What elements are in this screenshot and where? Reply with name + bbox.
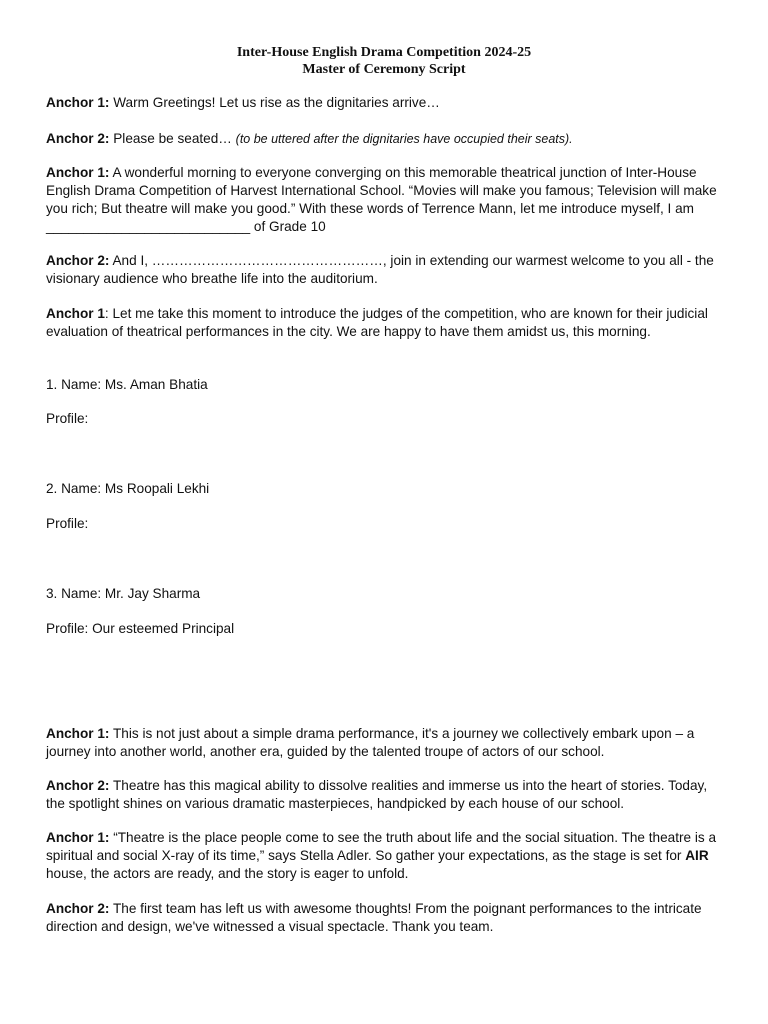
paragraph-anchor1-adler: Anchor 1: “Theatre is the place people come to see the truth about life and the social situation. The theatre is a spiritual and social X-ray of its time,” says Stella Adler. So gather your expectations, as the stage is set for AIR house, the actors are ready, and the story is eager to unfold.: [46, 830, 717, 881]
judge-3-profile: Profile: Our esteemed Principal: [46, 621, 235, 636]
speaker-label: Anchor 2:: [46, 253, 110, 268]
judge-1-name: 1. Name: Ms. Aman Bhatia: [46, 377, 208, 392]
stage-direction: (to be uttered after the dignitaries have occupied their seats).: [235, 132, 573, 146]
speaker-label: Anchor 2:: [46, 778, 110, 793]
judge-2-profile: Profile:: [46, 516, 89, 531]
title-line-1: Inter-House English Drama Competition 2024-25: [236, 45, 532, 60]
speaker-label: Anchor 1:: [46, 726, 110, 741]
document-title: [0, 44, 768, 78]
paragraph-anchor2-theatre: Anchor 2: Theatre has this magical ability to dissolve realities and immerse us into the heart of stories. Today, the spotlight shines on various dramatic masterpieces, handpicked by each house of our school.: [46, 778, 708, 811]
house-name: AIR: [685, 848, 709, 863]
speaker-label: Anchor 1: [46, 306, 105, 321]
title-line-2: Master of Ceremony Script: [302, 62, 466, 77]
speaker-label: Anchor 2:: [46, 131, 110, 146]
speaker-label: Anchor 2:: [46, 901, 110, 916]
speaker-label: Anchor 1:: [46, 95, 110, 110]
paragraph-anchor2-welcome: Anchor 2: And I, ……………………………………………, join in extending our warmest welcome to you all - the visionary audience who breathe life into the auditorium.: [46, 253, 714, 286]
judge-3-name: 3. Name: Mr. Jay Sharma: [46, 586, 201, 601]
paragraph-anchor2-seated: Anchor 2: Please be seated… (to be uttered after the dignitaries have occupied their seats).: [46, 131, 573, 146]
speaker-label: Anchor 1:: [46, 830, 110, 845]
paragraph-anchor1-journey: Anchor 1: This is not just about a simple drama performance, it's a journey we collectively embark upon – a journey into another world, another era, guided by the talented troupe of actors of our school.: [46, 726, 695, 759]
paragraph-anchor1-judges: Anchor 1: Let me take this moment to introduce the judges of the competition, who are known for their judicial evaluation of theatrical performances in the city. We are happy to have them amidst us, this morning.: [46, 306, 708, 339]
speaker-label: Anchor 1:: [46, 165, 110, 180]
paragraph-anchor2-thanks: Anchor 2: The first team has left us with awesome thoughts! From the poignant performances to the intricate direction and design, we've witnessed a visual spectacle. Thank you team.: [46, 901, 702, 934]
judge-2-name: 2. Name: Ms Roopali Lekhi: [46, 481, 210, 496]
paragraph-anchor1-intro: Anchor 1: A wonderful morning to everyone converging on this memorable theatrical junction of Inter-House English Drama Competition of Harvest International School. “Movies will make you famous; Television will make you rich; But theatre will make you good.” With these words of Terrence Mann, let me introduce myself, I am ___________________________ of Grade 10: [46, 165, 717, 234]
paragraph-anchor1-greeting: Anchor 1: Warm Greetings! Let us rise as the dignitaries arrive…: [46, 95, 440, 110]
judge-1-profile: Profile:: [46, 411, 89, 426]
